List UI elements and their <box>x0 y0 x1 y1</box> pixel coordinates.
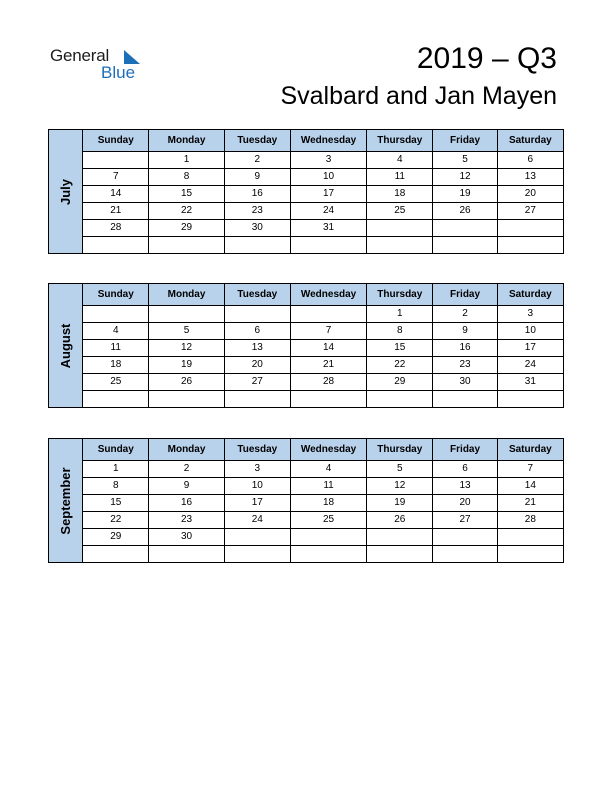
day-cell <box>83 546 149 563</box>
day-cell: 31 <box>290 220 366 237</box>
week-row <box>49 186 564 203</box>
day-cell: 29 <box>149 220 224 237</box>
weekday-header: Thursday <box>367 284 433 306</box>
day-cell: 14 <box>290 340 366 357</box>
weekday-header: Tuesday <box>224 284 290 306</box>
weekday-header: Tuesday <box>224 130 290 152</box>
day-cell <box>224 237 290 254</box>
logo-general-text: General <box>50 46 110 65</box>
day-cell: 4 <box>367 152 433 169</box>
day-cell <box>367 391 433 408</box>
day-cell: 17 <box>290 186 366 203</box>
day-cell: 12 <box>149 340 224 357</box>
day-cell: 5 <box>149 323 224 340</box>
day-cell: 7 <box>290 323 366 340</box>
day-cell: 13 <box>497 169 563 186</box>
day-cell: 15 <box>83 495 149 512</box>
day-cell: 7 <box>83 169 149 186</box>
day-cell: 4 <box>83 323 149 340</box>
day-cell: 20 <box>433 495 497 512</box>
day-cell: 22 <box>83 512 149 529</box>
day-cell: 8 <box>83 478 149 495</box>
week-row <box>49 546 564 563</box>
day-cell: 10 <box>224 478 290 495</box>
day-cell: 24 <box>290 203 366 220</box>
day-cell: 17 <box>497 340 563 357</box>
day-cell: 15 <box>149 186 224 203</box>
day-cell <box>367 220 433 237</box>
day-cell <box>224 546 290 563</box>
day-cell: 19 <box>149 357 224 374</box>
day-cell: 29 <box>83 529 149 546</box>
day-cell <box>290 306 366 323</box>
month-name-cell <box>49 284 83 408</box>
month-name-cell <box>49 130 83 254</box>
day-cell: 14 <box>497 478 563 495</box>
day-cell: 25 <box>83 374 149 391</box>
day-cell: 12 <box>433 169 497 186</box>
day-cell: 4 <box>290 461 366 478</box>
day-cell: 24 <box>497 357 563 374</box>
week-row <box>49 306 564 323</box>
day-cell <box>83 152 149 169</box>
day-cell: 27 <box>497 203 563 220</box>
day-cell: 23 <box>433 357 497 374</box>
day-cell <box>224 306 290 323</box>
day-cell: 6 <box>497 152 563 169</box>
day-cell <box>83 237 149 254</box>
day-cell: 8 <box>367 323 433 340</box>
day-cell: 20 <box>224 357 290 374</box>
week-row <box>49 203 564 220</box>
week-row <box>49 237 564 254</box>
day-cell: 25 <box>290 512 366 529</box>
day-cell: 28 <box>497 512 563 529</box>
day-cell: 1 <box>149 152 224 169</box>
week-row <box>49 374 564 391</box>
weekday-header: Wednesday <box>290 439 366 461</box>
day-cell: 25 <box>367 203 433 220</box>
calendar-table <box>48 129 564 254</box>
day-cell <box>433 237 497 254</box>
month-calendar-july <box>48 129 564 254</box>
day-cell: 16 <box>224 186 290 203</box>
day-cell: 30 <box>149 529 224 546</box>
day-cell <box>224 391 290 408</box>
weekday-header: Wednesday <box>290 284 366 306</box>
day-cell <box>497 546 563 563</box>
day-cell: 2 <box>224 152 290 169</box>
day-cell <box>367 529 433 546</box>
day-cell: 23 <box>224 203 290 220</box>
day-cell: 21 <box>497 495 563 512</box>
month-name: August <box>57 323 73 368</box>
weekday-header: Saturday <box>497 439 563 461</box>
day-cell: 3 <box>497 306 563 323</box>
day-cell <box>433 529 497 546</box>
day-cell: 11 <box>290 478 366 495</box>
weekday-header: Sunday <box>83 284 149 306</box>
day-cell: 16 <box>149 495 224 512</box>
weekday-header: Saturday <box>497 130 563 152</box>
day-cell <box>149 391 224 408</box>
weekday-header: Wednesday <box>290 130 366 152</box>
day-cell: 10 <box>497 323 563 340</box>
day-cell: 2 <box>433 306 497 323</box>
day-cell: 27 <box>224 374 290 391</box>
day-cell: 27 <box>433 512 497 529</box>
day-cell: 20 <box>497 186 563 203</box>
day-cell: 22 <box>149 203 224 220</box>
week-row <box>49 357 564 374</box>
day-cell: 31 <box>497 374 563 391</box>
week-row <box>49 478 564 495</box>
day-cell: 9 <box>433 323 497 340</box>
day-cell: 23 <box>149 512 224 529</box>
day-cell: 9 <box>149 478 224 495</box>
day-cell: 9 <box>224 169 290 186</box>
day-cell: 3 <box>290 152 366 169</box>
calendar-table <box>48 438 564 563</box>
day-cell: 14 <box>83 186 149 203</box>
weekday-header: Friday <box>433 439 497 461</box>
day-cell <box>497 237 563 254</box>
day-cell: 21 <box>83 203 149 220</box>
day-cell <box>290 391 366 408</box>
day-cell <box>367 546 433 563</box>
week-row <box>49 461 564 478</box>
week-row <box>49 169 564 186</box>
day-cell: 26 <box>367 512 433 529</box>
day-cell: 22 <box>367 357 433 374</box>
day-cell: 1 <box>367 306 433 323</box>
day-cell: 26 <box>149 374 224 391</box>
month-name: July <box>57 178 73 205</box>
weekday-header-row <box>49 130 564 152</box>
week-row <box>49 495 564 512</box>
day-cell: 24 <box>224 512 290 529</box>
day-cell <box>149 546 224 563</box>
weekday-header: Sunday <box>83 439 149 461</box>
weekday-header: Sunday <box>83 130 149 152</box>
day-cell: 13 <box>224 340 290 357</box>
weekday-header: Monday <box>149 439 224 461</box>
weekday-header-row <box>49 439 564 461</box>
week-row <box>49 220 564 237</box>
weekday-header: Friday <box>433 284 497 306</box>
day-cell <box>83 306 149 323</box>
weekday-header: Monday <box>149 130 224 152</box>
day-cell: 6 <box>224 323 290 340</box>
weekday-header: Tuesday <box>224 439 290 461</box>
day-cell <box>149 237 224 254</box>
day-cell <box>367 237 433 254</box>
day-cell <box>224 529 290 546</box>
day-cell <box>497 220 563 237</box>
month-name: September <box>57 466 73 535</box>
week-row <box>49 152 564 169</box>
month-calendar-august <box>48 283 564 408</box>
day-cell: 18 <box>83 357 149 374</box>
day-cell: 30 <box>224 220 290 237</box>
day-cell: 30 <box>433 374 497 391</box>
day-cell: 28 <box>83 220 149 237</box>
day-cell: 21 <box>290 357 366 374</box>
day-cell <box>290 237 366 254</box>
weekday-header: Thursday <box>367 439 433 461</box>
day-cell: 19 <box>433 186 497 203</box>
day-cell: 11 <box>367 169 433 186</box>
week-row <box>49 512 564 529</box>
week-row <box>49 340 564 357</box>
day-cell: 5 <box>367 461 433 478</box>
day-cell <box>497 391 563 408</box>
logo-triangle-icon <box>124 50 140 64</box>
weekday-header: Saturday <box>497 284 563 306</box>
day-cell: 29 <box>367 374 433 391</box>
day-cell: 17 <box>224 495 290 512</box>
calendar-table <box>48 283 564 408</box>
day-cell <box>149 306 224 323</box>
day-cell: 16 <box>433 340 497 357</box>
day-cell: 15 <box>367 340 433 357</box>
day-cell: 1 <box>83 461 149 478</box>
week-row <box>49 391 564 408</box>
day-cell <box>433 220 497 237</box>
week-row <box>49 323 564 340</box>
year-quarter-title: 2019 – Q3 <box>416 42 557 75</box>
day-cell: 3 <box>224 461 290 478</box>
day-cell <box>433 391 497 408</box>
day-cell: 13 <box>433 478 497 495</box>
day-cell <box>433 546 497 563</box>
generalblue-logo <box>50 46 150 82</box>
month-calendar-september <box>48 438 564 563</box>
day-cell <box>290 546 366 563</box>
day-cell: 8 <box>149 169 224 186</box>
day-cell: 5 <box>433 152 497 169</box>
day-cell: 2 <box>149 461 224 478</box>
day-cell: 12 <box>367 478 433 495</box>
weekday-header: Thursday <box>367 130 433 152</box>
weekday-header: Monday <box>149 284 224 306</box>
day-cell: 11 <box>83 340 149 357</box>
month-name-cell <box>49 439 83 563</box>
day-cell: 18 <box>367 186 433 203</box>
day-cell: 7 <box>497 461 563 478</box>
weekday-header: Friday <box>433 130 497 152</box>
day-cell: 18 <box>290 495 366 512</box>
day-cell <box>290 529 366 546</box>
day-cell: 10 <box>290 169 366 186</box>
day-cell: 28 <box>290 374 366 391</box>
day-cell <box>83 391 149 408</box>
logo-blue-text: Blue <box>101 63 136 82</box>
day-cell <box>497 529 563 546</box>
country-title: Svalbard and Jan Mayen <box>280 82 557 110</box>
weekday-header-row <box>49 284 564 306</box>
day-cell: 19 <box>367 495 433 512</box>
day-cell: 6 <box>433 461 497 478</box>
day-cell: 26 <box>433 203 497 220</box>
week-row <box>49 529 564 546</box>
